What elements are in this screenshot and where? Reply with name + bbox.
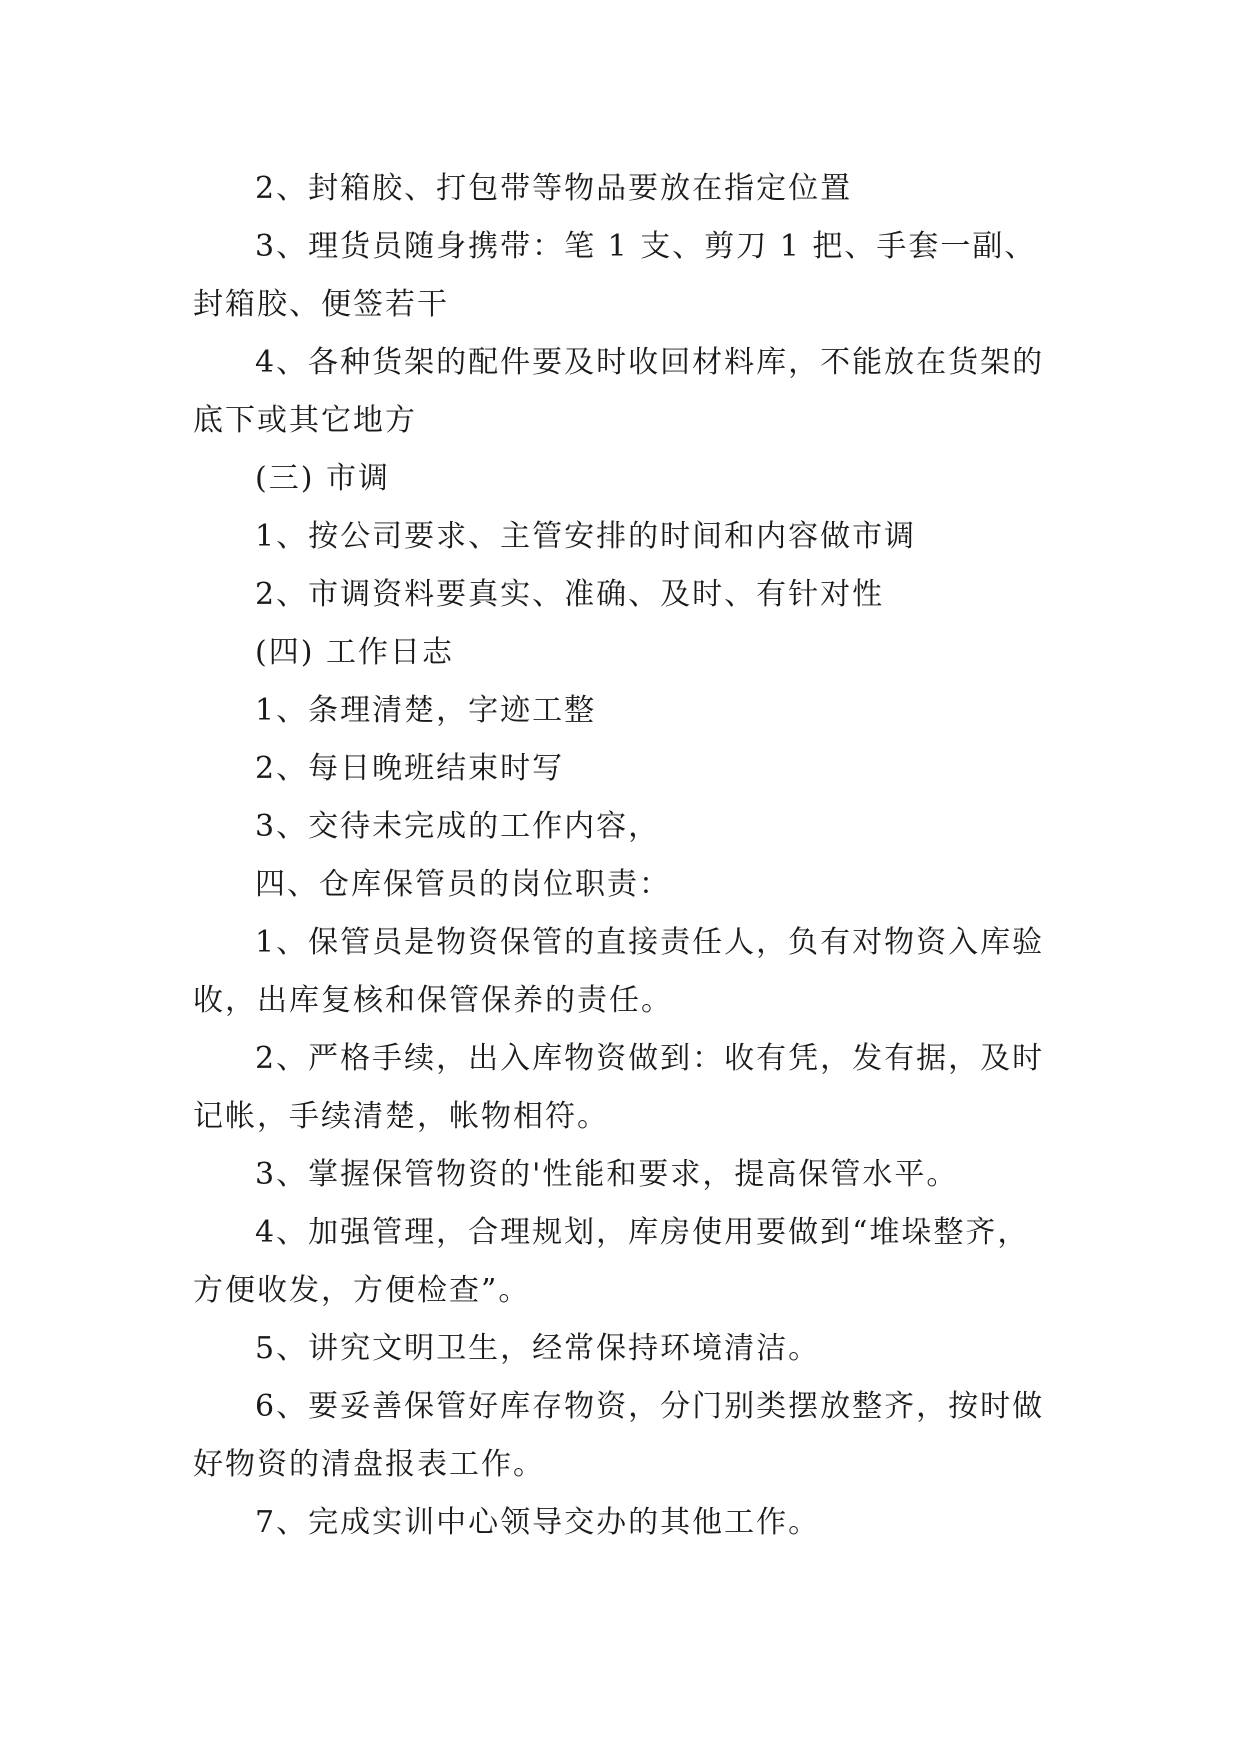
- paragraph: 4、各种货架的配件要及时收回材料库，不能放在货架的底下或其它地方: [193, 345, 1045, 438]
- paragraph: 6、要妥善保管好库存物资，分门别类摆放整齐，按时做好物资的清盘报表工作。: [193, 1389, 1045, 1482]
- paragraph: 1、按公司要求、主管安排的时间和内容做市调: [255, 519, 917, 554]
- paragraph: 2、封箱胶、打包带等物品要放在指定位置: [255, 171, 853, 206]
- section-heading: 四、仓库保管员的岗位职责：: [255, 867, 671, 902]
- paragraph: 4、加强管理，合理规划，库房使用要做到“堆垛整齐，方便收发，方便检查”。: [193, 1215, 1030, 1308]
- paragraph: 1、保管员是物资保管的直接责任人，负有对物资入库验收，出库复核和保管保养的责任。: [193, 925, 1045, 1018]
- paragraph: 2、每日晚班结束时写: [255, 751, 565, 786]
- paragraph: 2、严格手续，出入库物资做到：收有凭，发有据，及时记帐，手续清楚，帐物相符。: [193, 1041, 1045, 1134]
- section-heading: (四) 工作日志: [255, 635, 454, 670]
- paragraph: 1、条理清楚，字迹工整: [255, 693, 597, 728]
- paragraph: 3、理货员随身携带：笔 1 支、剪刀 1 把、手套一副、封箱胶、便签若干: [193, 229, 1037, 322]
- paragraph: 7、完成实训中心领导交办的其他工作。: [255, 1505, 821, 1540]
- paragraph: 3、交待未完成的工作内容，: [255, 809, 661, 844]
- paragraph: 2、市调资料要真实、准确、及时、有针对性: [255, 577, 885, 612]
- section-heading: (三) 市调: [255, 461, 390, 496]
- paragraph: 5、讲究文明卫生，经常保持环境清洁。: [255, 1331, 821, 1366]
- document-body: [193, 160, 1061, 1552]
- paragraph: 3、掌握保管物资的'性能和要求，提高保管水平。: [255, 1157, 959, 1192]
